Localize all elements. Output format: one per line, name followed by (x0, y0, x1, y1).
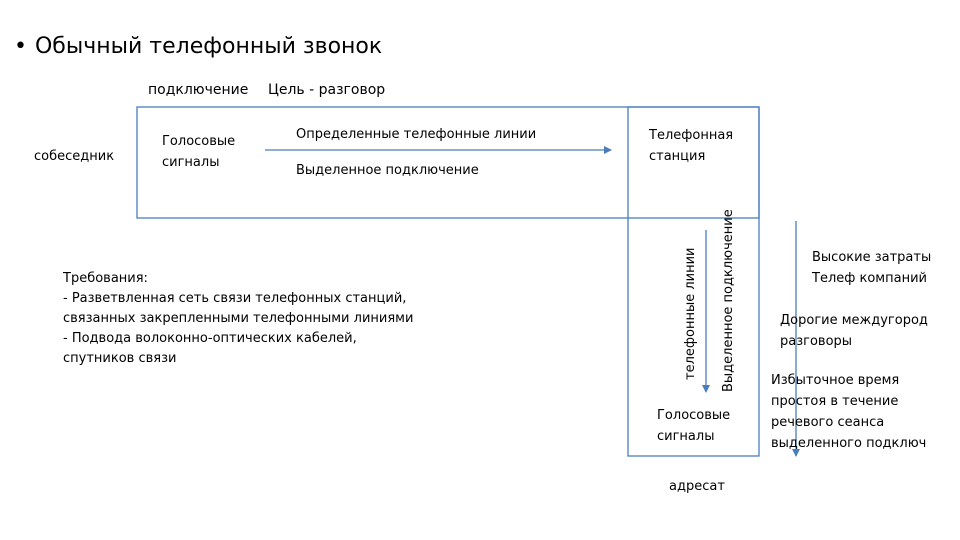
station-label: Телефонная станция (649, 128, 734, 164)
requirements-line: спутников связи (63, 351, 177, 366)
vertical-lines-label: телефонные линии (683, 247, 698, 380)
drawback-idle-time: Избыточное время простоя в течение речевого сеанса выделенного подключ (771, 373, 927, 451)
requirements-heading: Требования: (63, 271, 148, 286)
drawback-expensive-calls: Дорогие междугород разговоры (780, 313, 928, 349)
requirements-line: - Разветвленная сеть связи телефонных станций, (63, 291, 407, 306)
recipient-label: адресат (669, 479, 725, 494)
vertical-connection-label: Выделенное подключение (721, 209, 736, 392)
connection-label: подключение (148, 82, 249, 98)
requirements-line: связанных закрепленными телефонными линиями (63, 311, 414, 326)
drawback-high-costs: Высокие затраты Телеф компаний (812, 250, 932, 286)
voice-signals-top: Голосовые сигналы (162, 134, 236, 170)
voice-signals-bottom: Голосовые сигналы (657, 408, 731, 444)
slide-title: • Обычный телефонный звонок (14, 34, 383, 59)
requirements-line: - Подвода волоконно-оптических кабелей, (63, 331, 357, 346)
caller-label: собеседник (34, 149, 115, 164)
goal-label: Цель - разговор (268, 82, 386, 98)
bullet-icon: • (14, 34, 27, 59)
requirements-block (63, 269, 413, 369)
dedicated-lines-label: Определенные телефонные линии (296, 127, 537, 142)
dedicated-connection-label: Выделенное подключение (296, 163, 479, 178)
